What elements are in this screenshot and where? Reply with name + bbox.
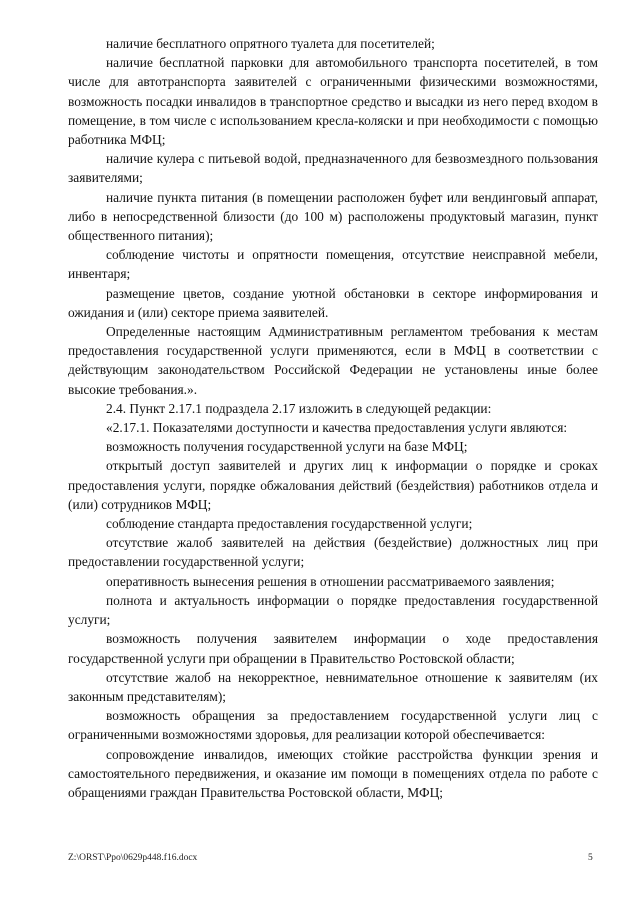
paragraph: наличие кулера с питьевой водой, предназначенного для безвозмездного пользования заявителями; — [68, 151, 598, 186]
paragraph: возможность получения государственной услуги на базе МФЦ; — [106, 439, 468, 455]
paragraph: наличие бесплатного опрятного туалета для посетителей; — [106, 36, 435, 51]
paragraph: Определенные настоящим Административным регламентом требования к местам предоставления государственной услуги применяются, если в МФЦ в соответствии с действующим законодательством Российской Федерации не установлены иные более высокие требования.». — [68, 324, 598, 397]
paragraph: размещение цветов, создание уютной обстановки в секторе информирования и ожидания и (или) секторе приема заявителей. — [68, 285, 598, 320]
paragraph: открытый доступ заявителей и других лиц к информации о порядке и сроках предоставления услуги, порядке обжалования действий (бездействия) работников отдела и (или) сотрудников МФЦ; — [68, 458, 598, 512]
paragraph: соблюдение чистоты и опрятности помещения, отсутствие неисправной мебели, инвентаря; — [68, 247, 598, 282]
paragraph: возможность обращения за предоставлением государственной услуги лиц с ограниченными возможностями здоровья, для реализации которой обеспечивается: — [68, 708, 598, 743]
page-number: 5 — [588, 853, 593, 863]
document-body — [68, 34, 598, 802]
paragraph: оперативность вынесения решения в отношении рассматриваемого заявления; — [106, 573, 555, 589]
paragraph: отсутствие жалоб заявителей на действия (бездействие) должностных лиц при предоставлении государственной услуги; — [68, 535, 598, 570]
paragraph: 2.4. Пункт 2.17.1 подраздела 2.17 изложить в следующей редакции: — [106, 400, 492, 416]
paragraph: полнота и актуальность информации о порядке предоставления государственной услуги; — [68, 592, 598, 628]
paragraph: возможность получения заявителем информации о ходе предоставления государственной услуги при обращении в Правительство Ростовской области; — [68, 631, 598, 666]
paragraph: наличие пункта питания (в помещении расположен буфет или вендинговый аппарат, либо в непосредственной близости (до 100 м) расположены продуктовый магазин, пункт общественного питания); — [68, 189, 598, 244]
paragraph: соблюдение стандарта предоставления государственной услуги; — [106, 516, 473, 532]
paragraph: отсутствие жалоб на некорректное, невнимательное отношение к заявителям (их законным представителям); — [68, 669, 598, 704]
footer-file-path: Z:\ORST\Ppo\0629p448.f16.docx — [68, 853, 198, 863]
paragraph: сопровождение инвалидов, имеющих стойкие расстройства функции зрения и самостоятельного передвижения, и оказание им помощи в помещениях отдела по работе с обращениями граждан Правительства Ростовской области, МФЦ; — [68, 746, 598, 800]
paragraph: «2.17.1. Показателями доступности и качества предоставления услуги являются: — [106, 420, 568, 436]
paragraph: наличие бесплатной парковки для автомобильного транспорта посетителей, в том числе для автотранспорта заявителей с ограниченными физическими возможностями, возможность посадки инвалидов в транспортное средство и высадки из него перед входом в помещение, в том числе с использованием кресла-коляски и при необходимости с помощью работника МФЦ; — [68, 55, 598, 148]
